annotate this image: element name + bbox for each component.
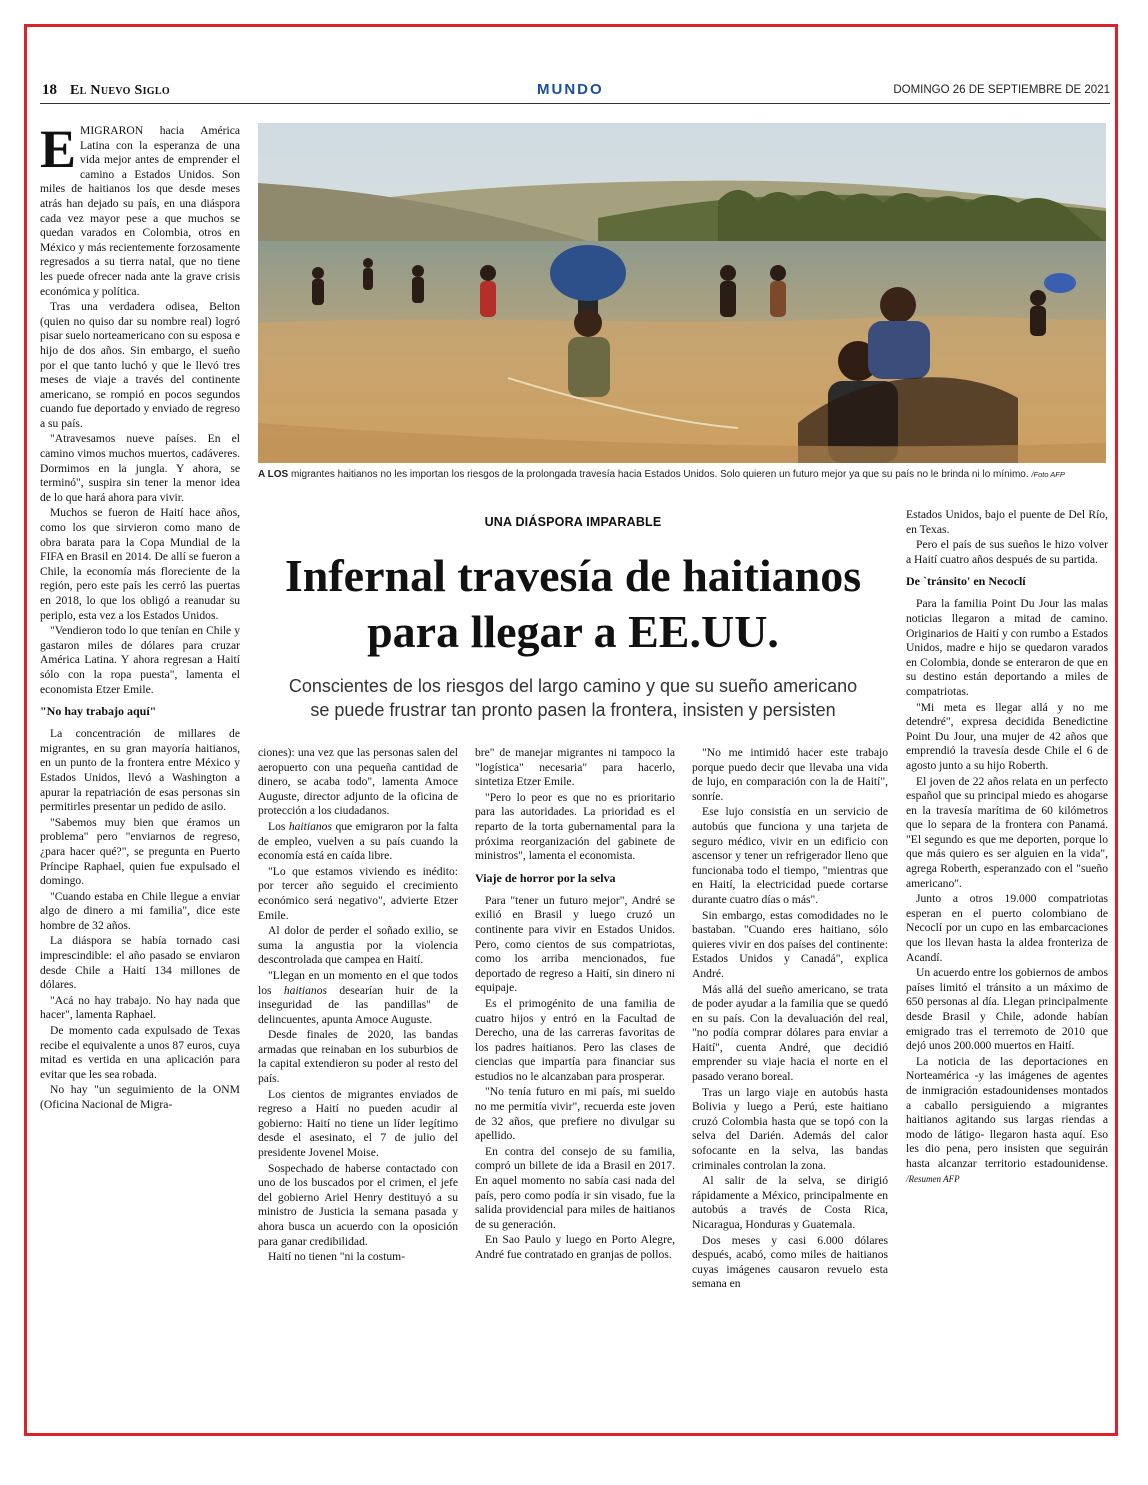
paragraph: Para "tener un futuro mejor", André se exilió en Brasil y luego cruzó un continente para vivir en Estados Unidos. Pero, como cientos de sus compatriotas, como los arriba mencionados, fue deportado de regreso a Haití, sin dinero ni equipaje. xyxy=(475,893,675,995)
paragraph: El joven de 22 años relata en un perfecto español que su principal miedo es ahogarse en la travesía marítima de 60 kilómetros que lo separa de la frontera con Panamá. "El segundo es que me deporten, porque lo que más quiero es ser alguien en la vida", agrega Roberth, esperanzado con el "sueño americano". xyxy=(906,774,1108,890)
paragraph: "No me intimidó hacer este trabajo porque puedo decir que llevaba una vida de lujo, en comparación con la de Haití", sonríe. xyxy=(692,746,888,803)
subheading: De `tránsito' en Necoclí xyxy=(906,574,1026,589)
lead-paragraph: EMIGRARON hacia América Latina con la esperanza de una vida mejor antes de emprender el camino a Estados Unidos. Son miles de haitianos los que desde meses atrás han dejado su país, en una diáspora cada vez mayor pese a que muchos se quedan varados en Colombia, otros en México y más recientemente forzosamente regresados a su tierra natal, que no tiene les puede ofrecer nada ante la grave crisis económica y política. xyxy=(40,119,240,298)
paragraph: Los haitianos que emigraron por la falta de empleo, vuelven a su país cuando la economía está en caída libre. xyxy=(258,819,458,863)
paragraph: "Sabemos muy bien que éramos un problema" pero "enviarnos de regreso, ¿para hacer qué?", se pregunta en Puerto Príncipe Raphael, quien fue expulsado el domingo. xyxy=(40,815,240,888)
paragraph: Ese lujo consistía en un servicio de autobús que funciona y una tarjeta de seguro médico, vivir en un edificio con ascensor y tener un refrigerador lleno que funcionaba todo el tiempo, "mientras que en Haití, la electricidad puede cortarse durante cuatro días o más". xyxy=(692,805,888,906)
news-photo xyxy=(258,123,1106,463)
article-column-3 xyxy=(475,746,675,1264)
paragraph: De momento cada expulsado de Texas recibe el equivalente a unos 87 euros, cuya mitad es vertida en una aplicación para evitar que les sea robada. xyxy=(40,1024,240,1081)
paragraph: Es el primogénito de una familia de cuatro hijos y entró en la Facultad de Derecho, una de las carreras favoritas de los padres haitianos. Pero las clases de ciencias que impartía para financiar sus estudios no le alcanzaban para prosperar. xyxy=(475,996,675,1083)
section-name: MUNDO xyxy=(537,81,604,98)
paragraph: Junto a otros 19.000 compatriotas esperan en el puerto colombiano de Necoclí por un cupo en las embarcaciones que los llevan hasta la aldea fronteriza de Acandí. xyxy=(906,892,1108,964)
paragraph: "Atravesamos nueve países. En el camino vimos muchos muertos, cadáveres. Dormimos en la jungla. Y ahora, se terminó", suspira sin tener la menor idea de lo que hará ahora para vivir. xyxy=(40,432,240,504)
paragraph: "Vendieron todo lo que tenían en Chile y gastaron miles de dólares para cruzar América Latina. Y ahora regresan a Haití sólo con la ropa puesta", lamenta el economista Etzer Emile. xyxy=(40,624,240,696)
paragraph: Para la familia Point Du Jour las malas noticias llegaron a mitad de camino. Originarios de Haití y con rumbo a Estados Unidos, madre e hijo se quedaron varados en Colombia, donde se enteraron de que en su destino están deportando a miles de compatriotas. xyxy=(906,597,1108,698)
drop-cap: E xyxy=(40,119,77,179)
subhead-line-2: se puede frustrar tan pronto pasen la frontera, insisten y persisten xyxy=(310,700,836,720)
paragraph: "Mi meta es llegar allá y no me detendré", expresa decidida Benedictine Point Du Jour, una mujer de 42 años que emprendió la travesía desde Chile el 6 de agosto junto a su hijo Roberth. xyxy=(906,700,1108,772)
photo-caption xyxy=(258,468,1106,481)
page-number: 18 xyxy=(42,82,57,98)
subheading: "No hay trabajo aquí" xyxy=(40,704,157,719)
paragraph: Los cientos de migrantes enviados de regreso a Haití no pueden acudir al gobierno: Haití no tiene un líder legítimo desde el asesinato, el 7 de julio del presidente Jovenel Moise. xyxy=(258,1087,458,1160)
paragraph: No hay "un seguimiento de la ONM (Oficina Nacional de Migra- xyxy=(40,1083,240,1111)
paragraph: bre" de manejar migrantes ni tampoco la "logística" necesaria" para hacerlo, sintetiza Etzer Emile. xyxy=(475,746,675,789)
issue-date: DOMINGO 26 DE SEPTIEMBRE DE 2021 xyxy=(893,84,1110,96)
paragraph: Haití no tienen "ni la costum- xyxy=(268,1250,406,1264)
river-crossing-illustration xyxy=(258,123,1106,463)
subheading: Viaje de horror por la selva xyxy=(475,870,616,885)
caption-text: migrantes haitianos no les importan los riesgos de la prolongada travesía hacia Estados Unidos. Solo quieren un futuro mejor ya que su país no le brinda ni lo mínimo. xyxy=(290,469,1029,480)
paragraph: "Cuando estaba en Chile llegue a enviar algo de dinero a mi familia", dice este hombre de 32 años. xyxy=(40,889,240,932)
page-header xyxy=(40,80,1110,102)
article-subheadline xyxy=(258,674,888,722)
article-credit: /Resumen AFP xyxy=(906,1173,960,1184)
paragraph: Sospechado de haberse contactado con uno de los buscados por el crimen, el jefe del gobierno Ariel Henry destituyó a su ministro de Justicia la semana pasada y ahora busca un acuerdo con la oposición para ganar credibilidad. xyxy=(258,1161,458,1248)
paragraph: Tras un largo viaje en autobús hasta Bolivia y luego a Perú, este haitiano cruzó Colombia hasta que se topó con la selva del Darién. Además del calor sofocante en la selva, las bandas criminales controlan la zona. xyxy=(692,1085,888,1172)
article-column-2 xyxy=(258,746,458,1266)
paragraph: Muchos se fueron de Haití hace años, como los que sirvieron como mano de obra barata para la Copa Mundial de la FIFA en Brasil en 2014. De allí se fueron a Chile, la economía más floreciente de la región, pero este país les cerró las puertas en 2018, lo que los obligó a reanudar su periplo, esta vez a los Estados Unidos. xyxy=(40,506,240,622)
article-column-4 xyxy=(692,746,888,1293)
paragraph: En Sao Paulo y luego en Porto Alegre, André fue contratado en granjas de pollos. xyxy=(475,1233,675,1261)
paragraph: Un acuerdo entre los gobiernos de ambos países limitó el tránsito a un máximo de 650 personas al día. Llegan principalmente desde Brasil y Chile, adonde habían emigrado tras el terremoto de 2010 que dejó unos 200.000 muertos en Haití. xyxy=(906,966,1108,1053)
paragraph: En contra del consejo de su familia, compró un billete de ida a Brasil en 2017. En aquel momento no sabía casi nada del país, pero como podía ir sin visado, fue la salida providencial para miles de haitianos de su generación. xyxy=(475,1144,675,1231)
paragraph: "Lo que estamos viviendo es inédito: por tercer año seguido el crecimiento económico será negativo", advierte Etzer Emile. xyxy=(258,864,458,922)
article-kicker: UNA DIÁSPORA IMPARABLE xyxy=(484,515,662,529)
paragraph: "Pero lo peor es que no es prioritario para las autoridades. La prioridad es el reparto de la torta gubernamental para la próxima reorganización del gabinete de ministros", lamenta el economista. xyxy=(475,790,675,863)
paragraph: Estados Unidos, bajo el puente de Del Río, en Texas. xyxy=(906,508,1108,536)
paragraph: "Acá no hay trabajo. No hay nada que hacer", lamenta Raphael. xyxy=(40,993,240,1022)
paragraph: Al salir de la selva, se dirigió rápidamente a México, principalmente en autobús a través de Costa Rica, Nicaragua, Honduras y Guatemala. xyxy=(692,1174,888,1231)
article-column-5 xyxy=(906,508,1108,1187)
paragraph: Desde finales de 2020, las bandas armadas que reinaban en los suburbios de la capital extendieron su poder al resto del país. xyxy=(258,1028,458,1086)
article-headline xyxy=(258,548,888,660)
article-column-1 xyxy=(40,119,240,1114)
caption-lead: A LOS xyxy=(258,469,289,480)
paragraph: Al dolor de perder el soñado exilio, se suma la angustia por la violencia descontrolada que campea en Haití. xyxy=(258,924,458,967)
newspaper-name: El Nuevo Siglo xyxy=(70,83,170,98)
subhead-line-1: Conscientes de los riesgos del largo camino y que su sueño americano xyxy=(288,676,858,696)
paragraph: La noticia de las deportaciones en Norteamérica -y las imágenes de agentes de inmigración estadounidenses montados a caballo persiguiendo a migrantes haitianos agitando sus largas riendas a modo de látigo- llegaron hasta aquí. Eso les dio pena, pero insisten que seguirán hasta alcanzar territorio estadounidense. /Resumen AFP xyxy=(906,1054,1108,1184)
header-rule xyxy=(40,103,1110,104)
photo-credit: /Foto AFP xyxy=(1031,470,1065,479)
paragraph: Pero el país de sus sueños le hizo volver a Haití cuatro años después de su partida. xyxy=(906,538,1108,566)
paragraph: Tras una verdadera odisea, Belton (quien no quiso dar su nombre real) logró pisar suelo norteamericano con su esposa e hijo de dos años. Sin embargo, el sueño por el que tanto luchó y que le llevó tres meses de viaje a través del continente americano, se rompió en pocos segundos cuando fue deportado y enviado de regreso a su país. xyxy=(40,300,240,430)
paragraph: La diáspora se había tornado casi imprescindible: el año pasado se enviaron desde Chile a Haití 134 millones de dólares. xyxy=(40,934,240,992)
headline-line-1: Infernal travesía de haitianos xyxy=(284,550,862,601)
paragraph: Más allá del sueño americano, se trata de poder ayudar a la familia que se quedó en su país. Con la devaluación del real, "no podía comprar dólares para enviar a Haití", cuenta André, que decidió emprender su viaje hacia el norte en el pasado verano boreal. xyxy=(692,982,888,1084)
paragraph: Dos meses y casi 6.000 dólares después, acabó, como miles de haitianos cuyas imágenes causaron revuelo esta semana en xyxy=(692,1233,888,1291)
paragraph: "No tenía futuro en mi país, mi sueldo no me permitía vivir", recuerda este joven de 32 años, que prefiere no divulgar su apellido. xyxy=(475,1085,675,1143)
paragraph: La concentración de millares de migrantes, en su gran mayoría haitianos, en un punto de la frontera entre México y Estados Unidos, llevó a Washington a apurar la repatriación de esas personas sin permitirles presentar un pedido de asilo. xyxy=(40,727,240,814)
paragraph: Sin embargo, estas comodidades no le bastaban. "Cuando eres haitiano, sólo quieres vivir en dos países del continente: Estados Unidos y Canadá", explica André. xyxy=(692,908,888,980)
headline-line-2: para llegar a EE.UU. xyxy=(367,606,779,657)
paragraph: ciones): una vez que las personas salen del aeropuerto con una pequeña cantidad de dinero, se acaba todo", lamenta Amoce Auguste, director adjunto de la oficina de protección a los ciudadanos. xyxy=(258,746,458,818)
paragraph: "Llegan en un momento en el que todos los haitianos desearían huir de la inseguridad de las pandillas" de delincuentes, apunta Amoce Auguste. xyxy=(258,968,458,1026)
